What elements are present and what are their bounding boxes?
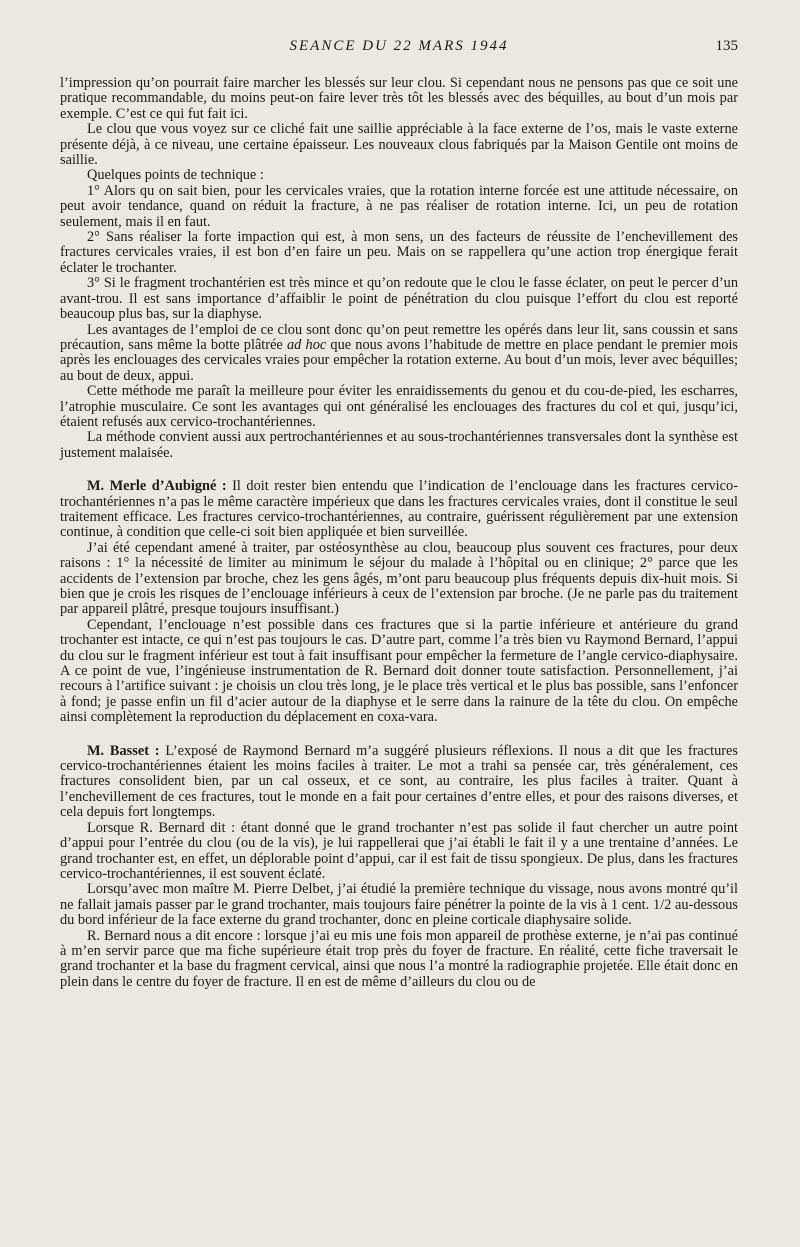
section-bernard-continued bbox=[60, 76, 738, 461]
text-run: L’exposé de Raymond Bernard m’a suggéré plusieurs réflexions. Il nous a dit que les fractures cervico-trochantériennes étaient les moins faciles à traiter. Le mot a trahi sa pensée car, très généralement, ces fractures consolident bien, par un cal osseux, et ce sont, au contraire, les plus faciles à traiter. Quant à l’enchevillement de ces fractures, tout le monde en a fait pour certaines d’entre elles, et pour des raisons diverses, et cela depuis fort longtemps. bbox=[60, 742, 738, 821]
page-header bbox=[60, 38, 738, 62]
paragraph: Lorsqu’avec mon maître M. Pierre Delbet, j’ai étudié la première technique du vissage, nous avons montré qu’il ne fallait jamais passer par le grand trochanter, mais toujours faire pénétrer la pointe de la vis à 1 cent. 1/2 au-dessous du bord inférieur de la face externe du grand trochanter, donc en pleine corticale diaphysaire solide. bbox=[60, 881, 738, 929]
speaker-name: M. Basset : bbox=[87, 742, 160, 759]
paragraph: La méthode convient aussi aux pertrochantériennes et au sous-trochantériennes transversales dont la synthèse est justement malaisée. bbox=[60, 429, 738, 461]
paragraph: 1° Alors qu on sait bien, pour les cervicales vraies, que la rotation interne forcée est une attitude nécessaire, on peut avoir tendance, quand on réduit la fracture, à ne pas réaliser de rotation interne. Ici, un peu de rotation seulement, mais il en faut. bbox=[60, 182, 738, 230]
paragraph: l’impression qu’on pourrait faire marcher les blessés sur leur clou. Si cependant nous ne pensons pas que ce soit une pratique recommandable, du moins peut-on faire lever très tôt les blessés avec des béquilles, au bout d’un mois par exemple. C’est ce qui fut fait ici. bbox=[60, 75, 738, 122]
paragraph: Cependant, l’enclouage n’est possible dans ces fractures que si la partie inférieure et antérieure du grand trochanter est intacte, ce qui n’est pas toujours le cas. D’autre part, comme l’a très bien vu Raymond Bernard, l’appui du clou sur le fragment inférieur est tout à fait insuffisant pour empêcher la fermeture de l’angle cervico-diaphysaire. A ce point de vue, l’ingénieuse instrumentation de R. Bernard doit donner toute satisfaction. Personnellement, j’ai recours à l’artifice suivant : je choisis un clou très long, je le place très vertical et le plus bas possible, sans l’enfoncer à fond; je passe enfin un fil d’acier autour de la diaphyse et le serre dans la rainure de la tête du clou. On empêche ainsi complètement la reproduction du déplacement en coxa-vara. bbox=[60, 616, 738, 726]
text-run: Il doit rester bien entendu que l’indication de l’enclouage dans les fractures cervico-trochantériennes n’a pas le même caractère impérieux que dans les fractures cervicales vraies, dont il constitue le seul traitement efficace. Les fractures cervico-trochantériennes, au contraire, guérissent régulièrement par une extension continue, à condition que celle-ci soit bien appliquée et bien surveillée. bbox=[60, 478, 738, 541]
section-merle-daubigne bbox=[60, 479, 738, 726]
speaker-name: M. Merle d’Aubigné : bbox=[87, 478, 227, 495]
paragraph: Cette méthode me paraît la meilleure pour éviter les enraidissements du genou et du cou-de-pied, les escharres, l’atrophie musculaire. Ce sont les avantages qui ont généralisé les enclouages des fractures du col et qui, jusqu’ici, étaient refusés aux cervico-trochantériennes. bbox=[60, 383, 738, 430]
paragraph bbox=[60, 323, 738, 385]
paragraph: Quelques points de technique : bbox=[87, 167, 264, 184]
italic-term: ad hoc bbox=[287, 336, 327, 353]
paragraph bbox=[60, 744, 738, 821]
paragraph: 3° Si le fragment trochantérien est très mince et qu’on redoute que le clou le fasse éclater, on peut le percer d’un avant-trou. Il est sans importance d’affaiblir le point de pénétration du clou puisque l’effort du clou est reporté beaucoup plus bas, sur la diaphyse. bbox=[60, 275, 738, 323]
paragraph: Lorsque R. Bernard dit : étant donné que le grand trochanter n’est pas solide il faut chercher un autre point d’appui pour l’entrée du clou (ou de la vis), je lui rappellerai que j’ai établi le fait il y a une trentaine d’années. Le grand trochanter est, en effet, un déplorable point d’appui, car il est fait de tissu spongieux. De plus, dans les fractures cervico-trochantériennes, il est souvent éclaté. bbox=[60, 819, 738, 882]
paragraph: 2° Sans réaliser la forte impaction qui est, à mon sens, un des facteurs de réussite de l’enchevillement des fractures cervicales vraies, il est bon d’en faire un peu. Mais on se rappellera qu’une action trop énergique ferait éclater le trochanter. bbox=[60, 229, 738, 276]
section-basset bbox=[60, 744, 738, 991]
text-run: Les avantages de l’emploi de ce clou sont donc qu’on peut remettre les opérés dans leur lit, sans coussin et sans précaution, sans même la botte plâtrée bbox=[60, 321, 738, 353]
paragraph bbox=[60, 479, 738, 541]
body-text bbox=[60, 76, 738, 990]
paragraph: Le clou que vous voyez sur ce cliché fait une saillie appréciable à la face externe de l’os, mais le vaste externe présente déjà, à ce niveau, une certaine épaisseur. Les nouveaux clous fabriqués par la Maison Gentile ont moins de saillie. bbox=[60, 121, 738, 169]
paragraph: J’ai été cependant amené à traiter, par ostéosynthèse au clou, beaucoup plus souvent ces fractures, pour deux raisons : 1° la nécessité de limiter au minimum le séjour du malade à l’hôpital ou en clinique; 2° parce que les accidents de l’extension par broche, chez les gens âgés, m’ont paru beaucoup plus fréquents depuis dix-huit mois. Si bien que je crois les risques de l’enclouage inférieurs à ceux de l’extension par broche. (Je ne parle pas du traitement par appareil plâtré, presque toujours insuffisant.) bbox=[60, 539, 738, 618]
text-run: que nous avons l’habitude de mettre en place pendant le premier mois après les enclouages des cervicales vraies pour empêcher la rotation externe. Au bout d’un mois, lever avec béquilles; au bout de deux, appui. bbox=[60, 336, 739, 384]
page-number: 135 bbox=[715, 38, 738, 54]
paragraph: R. Bernard nous a dit encore : lorsque j’ai eu mis une fois mon appareil de prothèse externe, je n’ai pas continué à m’en servir parce que ma fiche supérieure était trop près du foyer de fracture. En réalité, cette fiche traversait le grand trochanter et la base du fragment cervical, ainsi que nous l’a montré la radiographie projetée. Elle était donc en plein dans le centre du foyer de fracture. Il en est de même d’ailleurs du clou ou de bbox=[60, 927, 738, 990]
running-title: SEANCE DU 22 MARS 1944 bbox=[289, 38, 509, 54]
